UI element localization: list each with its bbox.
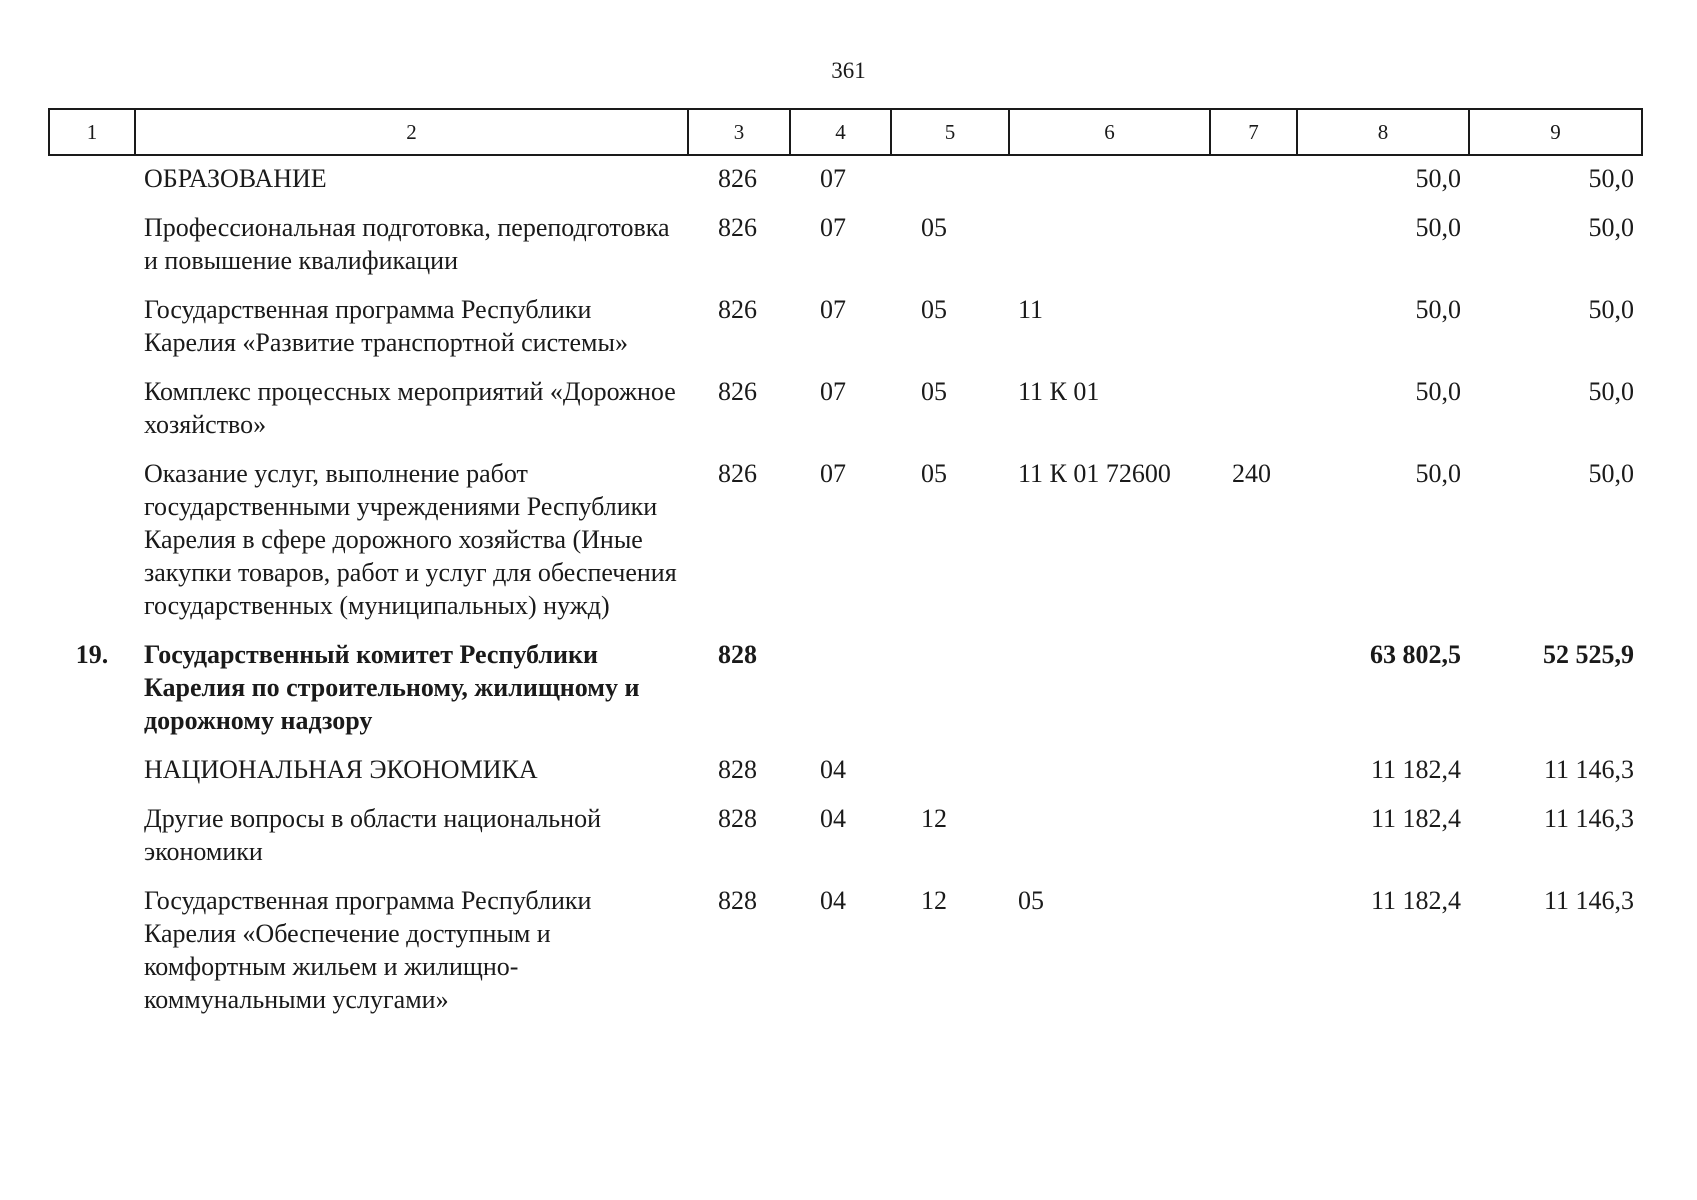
page-number: 361: [831, 58, 866, 83]
cell-ministry-code: 828: [718, 640, 757, 669]
cell-section-code: 04: [820, 755, 846, 784]
row-name: Профессиональная подготовка, переподготовка и повышение квалификации: [144, 213, 670, 275]
table-row: [49, 753, 1642, 802]
row-number: [49, 884, 135, 1032]
row-number: [49, 375, 135, 457]
cell-target-article: [1009, 155, 1210, 211]
cell-subsection-code: [891, 753, 1009, 802]
column-header: 5: [891, 109, 1009, 155]
cell-section-code: [790, 638, 891, 753]
cell-target-article: [1009, 802, 1210, 884]
cell-amount-year-2: 11 146,3: [1543, 755, 1634, 784]
cell-target-article: [1009, 638, 1210, 753]
column-header: 7: [1210, 109, 1297, 155]
row-name: Государственная программа Республики Карелия «Развитие транспортной системы»: [144, 295, 628, 357]
row-number: 19.: [75, 640, 109, 669]
cell-amount-year-2: 50,0: [1588, 459, 1634, 488]
row-number: [49, 293, 135, 375]
cell-subsection-code: 12: [921, 804, 947, 833]
cell-amount-year-2: 50,0: [1588, 295, 1634, 324]
cell-subsection-code: 05: [921, 459, 947, 488]
table-body: [49, 155, 1642, 1032]
cell-section-code: 07: [820, 295, 846, 324]
column-header: 4: [790, 109, 891, 155]
cell-amount-year-2: 52 525,9: [1543, 640, 1634, 669]
cell-section-code: 04: [820, 804, 846, 833]
budget-table: [48, 108, 1643, 1032]
cell-section-code: 07: [820, 213, 846, 242]
column-header: 2: [135, 109, 688, 155]
cell-amount-year-1: 50,0: [1415, 295, 1461, 324]
cell-section-code: 07: [820, 459, 846, 488]
row-number: [49, 457, 135, 638]
cell-amount-year-1: 11 182,4: [1370, 804, 1461, 833]
cell-amount-year-1: 11 182,4: [1370, 886, 1461, 915]
row-number: [49, 802, 135, 884]
header-row: [49, 109, 1642, 155]
cell-subsection-code: 12: [921, 886, 947, 915]
cell-target-article: [1009, 211, 1210, 293]
cell-expense-type: [1210, 155, 1297, 211]
cell-target-article: 11: [1018, 295, 1044, 324]
table-row: [49, 155, 1642, 211]
cell-amount-year-2: 11 146,3: [1543, 804, 1634, 833]
cell-amount-year-2: 50,0: [1588, 377, 1634, 406]
column-header: 6: [1009, 109, 1210, 155]
cell-amount-year-1: 50,0: [1415, 459, 1461, 488]
table-row: [49, 293, 1642, 375]
row-number: [49, 211, 135, 293]
cell-target-article: 05: [1018, 886, 1044, 915]
cell-amount-year-2: 50,0: [1588, 164, 1634, 193]
cell-amount-year-1: 50,0: [1415, 377, 1461, 406]
row-name: ОБРАЗОВАНИЕ: [144, 164, 327, 193]
cell-ministry-code: 826: [718, 459, 757, 488]
cell-ministry-code: 828: [718, 755, 757, 784]
cell-target-article: [1009, 753, 1210, 802]
cell-amount-year-2: 50,0: [1588, 213, 1634, 242]
cell-subsection-code: 05: [921, 295, 947, 324]
cell-expense-type: [1210, 293, 1297, 375]
cell-ministry-code: 826: [718, 213, 757, 242]
row-name: Государственная программа Республики Карелия «Обеспечение доступным и комфортным жильем и жилищно-коммунальными услугами»: [144, 886, 592, 1014]
column-header: 1: [49, 109, 135, 155]
cell-section-code: 07: [820, 164, 846, 193]
cell-amount-year-1: 11 182,4: [1370, 755, 1461, 784]
cell-subsection-code: [891, 155, 1009, 211]
table-row: [49, 211, 1642, 293]
cell-expense-type: [1210, 638, 1297, 753]
cell-expense-type: 240: [1232, 459, 1271, 488]
cell-expense-type: [1210, 802, 1297, 884]
row-name: Оказание услуг, выполнение работ государственными учреждениями Республики Карелия в сфере дорожного хозяйства (Иные закупки товаров, работ и услуг для обеспечения государственных (муниципальных) нужд): [144, 459, 677, 620]
cell-subsection-code: 05: [921, 213, 947, 242]
cell-subsection-code: [891, 638, 1009, 753]
cell-ministry-code: 826: [718, 164, 757, 193]
table-row: [49, 802, 1642, 884]
cell-section-code: 07: [820, 377, 846, 406]
cell-expense-type: [1210, 753, 1297, 802]
cell-ministry-code: 826: [718, 295, 757, 324]
column-header: 3: [688, 109, 790, 155]
table-row: [49, 884, 1642, 1032]
column-header: 9: [1469, 109, 1642, 155]
cell-target-article: 11 К 01: [1018, 377, 1100, 406]
cell-ministry-code: 828: [718, 886, 757, 915]
cell-expense-type: [1210, 375, 1297, 457]
cell-ministry-code: 828: [718, 804, 757, 833]
row-name: Комплекс процессных мероприятий «Дорожное хозяйство»: [144, 377, 676, 439]
cell-subsection-code: 05: [921, 377, 947, 406]
table-row: [49, 638, 1642, 753]
cell-amount-year-2: 11 146,3: [1543, 886, 1634, 915]
cell-expense-type: [1210, 211, 1297, 293]
cell-amount-year-1: 63 802,5: [1370, 640, 1461, 669]
table-row: [49, 375, 1642, 457]
cell-expense-type: [1210, 884, 1297, 1032]
cell-amount-year-1: 50,0: [1415, 213, 1461, 242]
cell-section-code: 04: [820, 886, 846, 915]
cell-target-article: 11 К 01 72600: [1018, 459, 1171, 488]
budget-table-container: [48, 108, 1641, 1032]
row-number: [49, 753, 135, 802]
row-name: НАЦИОНАЛЬНАЯ ЭКОНОМИКА: [144, 755, 538, 784]
table-row: [49, 457, 1642, 638]
cell-amount-year-1: 50,0: [1415, 164, 1461, 193]
column-header: 8: [1297, 109, 1469, 155]
row-name: Государственный комитет Республики Карелия по строительному, жилищному и дорожному надзору: [144, 640, 640, 735]
row-number: [49, 155, 135, 211]
cell-ministry-code: 826: [718, 377, 757, 406]
row-name: Другие вопросы в области национальной экономики: [144, 804, 601, 866]
